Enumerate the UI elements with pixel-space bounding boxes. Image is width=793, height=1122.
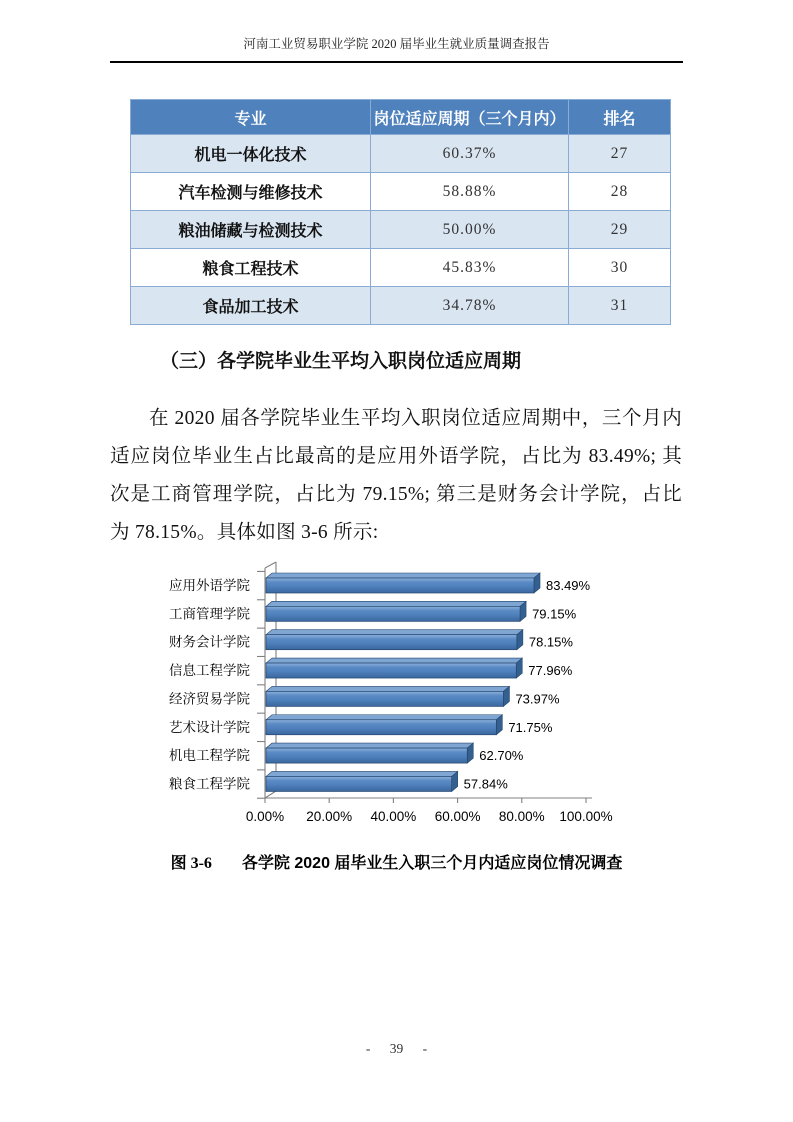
rank-cell: 31	[569, 287, 671, 325]
major-cell: 机电一体化技术	[131, 135, 371, 173]
major-cell: 粮油储藏与检测技术	[131, 211, 371, 249]
chart-bar	[266, 776, 452, 791]
chart-bar	[266, 635, 517, 650]
figure-caption	[110, 850, 683, 873]
period-cell: 34.78%	[371, 287, 569, 325]
period-cell: 45.83%	[371, 249, 569, 287]
bar-value-label: 71.75%	[508, 719, 553, 735]
bar-value-label: 62.70%	[479, 748, 524, 764]
bar-value-label: 57.84%	[463, 776, 508, 792]
bar-category-label: 经济贸易学院	[169, 691, 250, 707]
figure-label: 图 3-6	[170, 855, 212, 872]
table-header-row	[131, 100, 671, 135]
bar-value-label: 73.97%	[515, 691, 560, 707]
bar-category-label: 粮食工程学院	[169, 776, 250, 792]
page-number: - 39 -	[365, 1041, 428, 1056]
chart-bar	[266, 691, 503, 706]
bar-category-label: 信息工程学院	[169, 663, 250, 679]
period-cell: 58.88%	[371, 173, 569, 211]
section-heading: （三）各学院毕业生平均入职岗位适应周期	[160, 351, 522, 372]
table-row	[131, 135, 671, 173]
page-header-title: 河南工业贸易职业学院 2020 届毕业生就业质量调查报告	[243, 37, 550, 51]
x-tick-label: 80.00%	[498, 809, 545, 824]
major-cell: 汽车检测与维修技术	[131, 173, 371, 211]
bar-top-face	[266, 658, 522, 663]
bar-value-label: 83.49%	[546, 578, 591, 593]
chart-bar	[266, 663, 516, 678]
bar-value-label: 78.15%	[528, 634, 573, 650]
body-paragraph: 在 2020 届各学院毕业生平均入职岗位适应周期中，三个月内适应岗位毕业生占比最高的是应用外语学院，占比为 83.49%; 其次是工商管理学院，占比为 79.15%; 第三是财务会计学院，占比为 78.15%。具体如图 3-6 所示:	[110, 408, 682, 543]
bar-top-face	[266, 630, 523, 635]
column-header-period: 岗位适应周期（三个月内）	[371, 100, 569, 135]
chart-bar	[266, 606, 520, 621]
bar-top-face	[266, 686, 509, 691]
adaptation-bar-chart	[140, 552, 680, 847]
bar-category-label: 机电工程学院	[169, 748, 250, 764]
bar-value-label: 79.15%	[532, 606, 577, 622]
table-row	[131, 249, 671, 287]
axis-top-diagonal	[265, 562, 276, 568]
bar-category-label: 艺术设计学院	[169, 719, 250, 735]
rank-cell: 27	[569, 135, 671, 173]
rank-cell: 29	[569, 211, 671, 249]
major-cell: 食品加工技术	[131, 287, 371, 325]
bar-top-face	[266, 743, 473, 748]
period-cell: 50.00%	[371, 211, 569, 249]
column-header-rank: 排名	[569, 100, 671, 135]
axis-bottom-diagonal	[265, 791, 276, 798]
x-tick-label: 60.00%	[434, 809, 481, 824]
bar-category-label: 工商管理学院	[169, 606, 250, 622]
x-tick-label: 100.00%	[559, 809, 613, 824]
rank-cell: 28	[569, 173, 671, 211]
major-adaptation-table	[130, 99, 671, 325]
bar-top-face	[266, 715, 502, 720]
chart-bar	[266, 748, 467, 763]
major-cell: 粮食工程技术	[131, 249, 371, 287]
bar-top-face	[266, 601, 526, 606]
rank-cell: 30	[569, 249, 671, 287]
bar-category-label: 财务会计学院	[169, 634, 250, 650]
table-row	[131, 287, 671, 325]
x-tick-label: 0.00%	[245, 809, 285, 824]
bar-value-label: 77.96%	[528, 663, 573, 679]
x-tick-label: 40.00%	[370, 809, 417, 824]
table-row	[131, 173, 671, 211]
bar-top-face	[266, 573, 540, 578]
bar-chart-svg	[140, 552, 680, 847]
table-row	[131, 211, 671, 249]
bar-top-face	[266, 771, 458, 776]
figure-caption-text: 各学院 2020 届毕业生入职三个月内适应岗位情况调查	[241, 855, 623, 872]
period-cell: 60.37%	[371, 135, 569, 173]
bar-category-label: 应用外语学院	[169, 578, 250, 593]
chart-bar	[266, 578, 534, 593]
x-tick-label: 20.00%	[306, 809, 353, 824]
column-header-major: 专业	[131, 100, 371, 135]
chart-bar	[266, 720, 496, 735]
page-header	[110, 34, 683, 63]
